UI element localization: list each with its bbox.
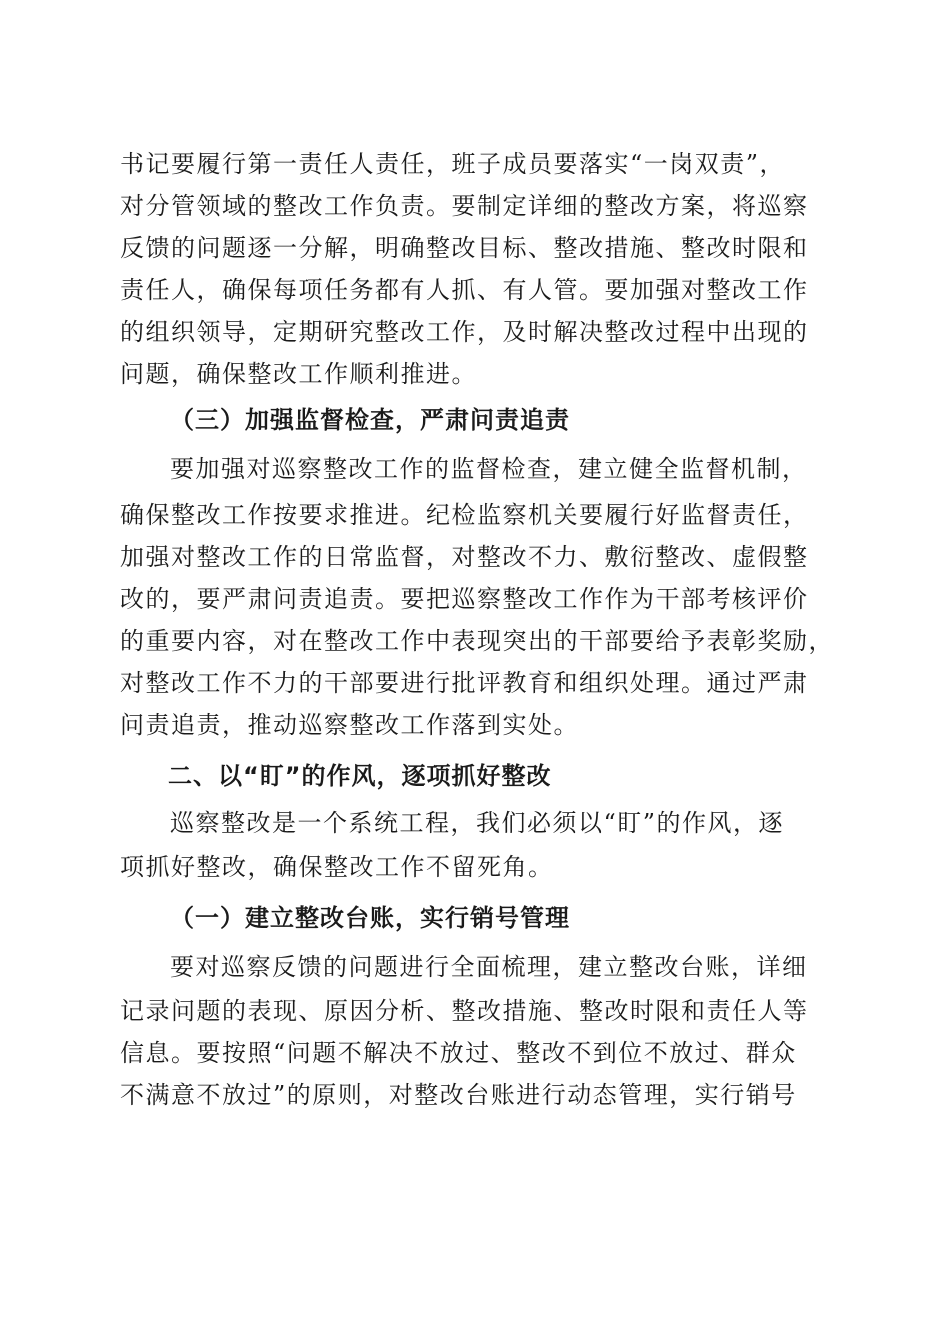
body-text-line: 反馈的问题逐一分解，明确整改目标、整改措施、整改时限和 bbox=[120, 234, 809, 262]
body-text-line: 问题，确保整改工作顺利推进。 bbox=[120, 360, 477, 388]
body-text-line: 对分管领域的整改工作负责。要制定详细的整改方案，将巡察 bbox=[120, 192, 809, 220]
body-text-line: 书记要履行第一责任人责任，班子成员要落实“一岗双责”， bbox=[120, 150, 786, 178]
body-text-line: 加强对整改工作的日常监督，对整改不力、敷衍整改、虚假整 bbox=[120, 543, 809, 571]
body-text-line: 的组织领导，定期研究整改工作，及时解决整改过程中出现的 bbox=[120, 318, 809, 346]
body-text-line: 不满意不放过”的原则，对整改台账进行动态管理，实行销号 bbox=[120, 1081, 797, 1109]
body-text-line: 问责追责，推动巡察整改工作落到实处。 bbox=[120, 711, 579, 739]
body-text-line: 改的，要严肃问责追责。要把巡察整改工作作为干部考核评价 bbox=[120, 585, 809, 613]
body-text-line: 责任人，确保每项任务都有人抓、有人管。要加强对整改工作 bbox=[120, 276, 809, 304]
paragraph-first-line: 要对巡察反馈的问题进行全面梳理，建立整改台账，详细 bbox=[170, 953, 808, 981]
body-text-line: 项抓好整改，确保整改工作不留死角。 bbox=[120, 853, 554, 881]
paragraph-first-line: 要加强对巡察整改工作的监督检查，建立健全监督机制， bbox=[170, 455, 808, 483]
body-text-line: 的重要内容，对在整改工作中表现突出的干部要给予表彰奖励， bbox=[120, 627, 834, 655]
section-heading-1: （一）建立整改台账，实行销号管理 bbox=[170, 903, 570, 932]
body-text-line: 记录问题的表现、原因分析、整改措施、整改时限和责任人等 bbox=[120, 997, 809, 1025]
body-text-line: 信息。要按照“问题不解决不放过、整改不到位不放过、群众 bbox=[120, 1039, 797, 1067]
paragraph-first-line: 巡察整改是一个系统工程，我们必须以“盯”的作风，逐 bbox=[170, 809, 785, 837]
section-heading-3: （三）加强监督检查，严肃问责追责 bbox=[170, 405, 570, 434]
body-text-line: 确保整改工作按要求推进。纪检监察机关要履行好监督责任， bbox=[120, 501, 809, 529]
chapter-heading-2: 二、以“盯”的作风，逐项抓好整改 bbox=[168, 762, 552, 790]
body-text-line: 对整改工作不力的干部要进行批评教育和组织处理。通过严肃 bbox=[120, 669, 809, 697]
